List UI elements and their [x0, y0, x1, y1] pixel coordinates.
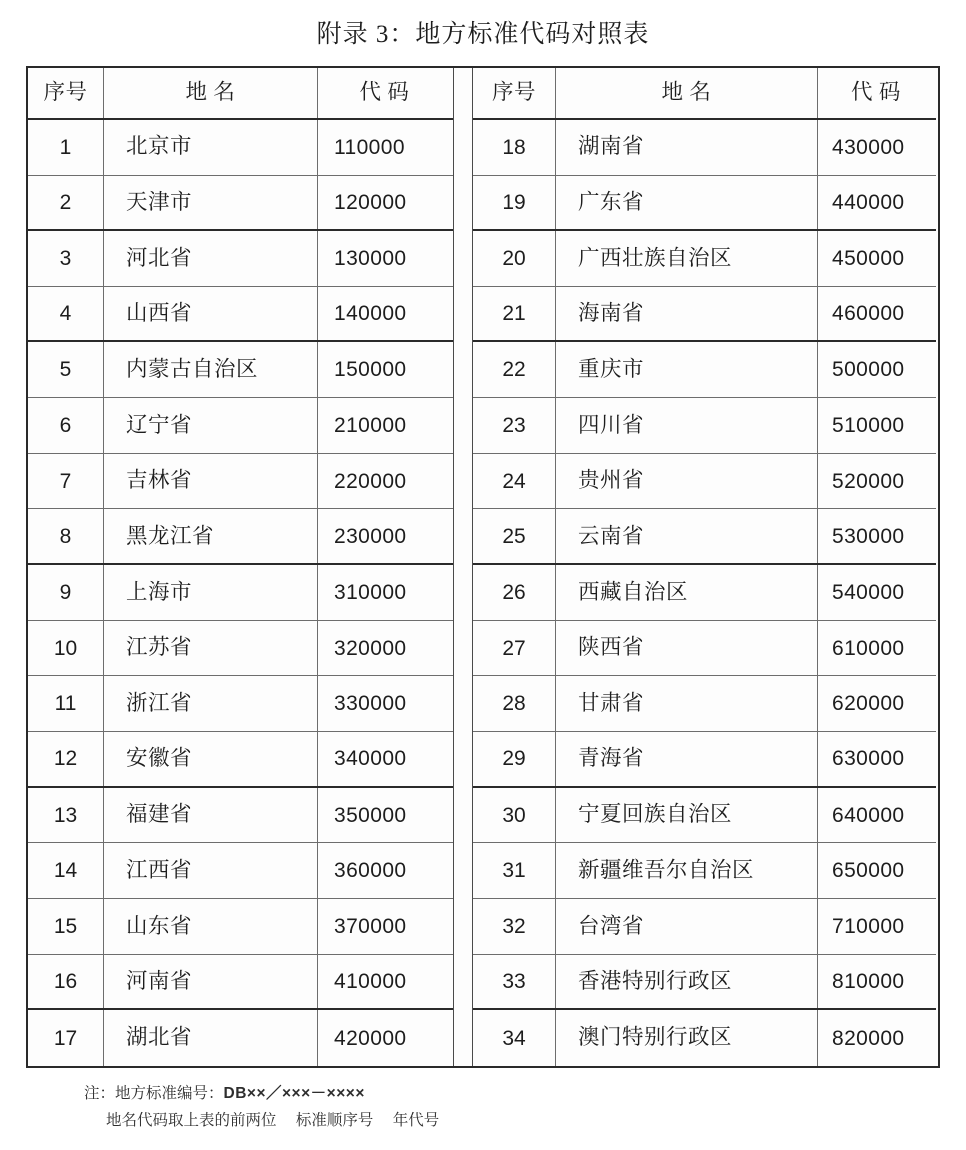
cell-region-code: 130000: [334, 246, 407, 270]
cell-region-code: 370000: [334, 914, 407, 938]
cell-region-code: 430000: [832, 135, 905, 159]
cell-region-code: 230000: [334, 524, 407, 548]
cell-region-code: 450000: [832, 246, 905, 270]
table-row: [28, 843, 453, 899]
table-row: [473, 565, 936, 621]
table-row: [28, 955, 453, 1011]
column-header-no-right: 序号: [473, 68, 556, 118]
cell-region-code: 820000: [832, 1026, 905, 1050]
cell-place-name: 海南省: [556, 287, 818, 341]
cell-region-code: 360000: [334, 859, 407, 883]
table-row: [473, 176, 936, 232]
cell-place-name: 湖北省: [104, 1010, 318, 1066]
cell-place-name: 辽宁省: [104, 398, 318, 453]
cell-region-code: 440000: [832, 190, 905, 214]
cell-place-name: 江苏省: [104, 621, 318, 676]
cell-sequence-number: 5: [28, 342, 104, 397]
cell-region-code: 220000: [334, 469, 407, 493]
cell-sequence-number: 11: [28, 676, 104, 731]
cell-region-code: 610000: [832, 636, 905, 660]
cell-place-name: 河北省: [104, 231, 318, 286]
cell-region-code: 530000: [832, 524, 905, 548]
table-row: [473, 955, 936, 1011]
footer-notes: [26, 1080, 940, 1134]
cell-place-name: 黑龙江省: [104, 509, 318, 563]
cell-sequence-number: 15: [28, 899, 104, 954]
cell-sequence-number: 22: [473, 342, 556, 397]
table-row: [28, 231, 453, 287]
table-row: [28, 176, 453, 232]
cell-place-name: 山东省: [104, 899, 318, 954]
table-body-left: [28, 120, 453, 1066]
cell-sequence-number: 31: [473, 843, 556, 898]
cell-sequence-number: 18: [473, 120, 556, 175]
cell-place-name: 广东省: [556, 176, 818, 230]
cell-sequence-number: 17: [28, 1010, 104, 1066]
note-standard-number-format: DB××／×××－××××: [223, 1085, 365, 1102]
cell-sequence-number: 9: [28, 565, 104, 620]
cell-sequence-number: 19: [473, 176, 556, 230]
column-header-code-right: 代 码: [851, 80, 901, 105]
cell-place-name: 贵州省: [556, 454, 818, 509]
cell-region-code: 320000: [334, 636, 407, 660]
table-row: [28, 398, 453, 454]
cell-place-name: 云南省: [556, 509, 818, 563]
code-reference-table: [26, 66, 940, 1068]
cell-place-name: 澳门特别行政区: [556, 1010, 818, 1066]
table-row: [28, 621, 453, 677]
cell-region-code: 510000: [832, 413, 905, 437]
table-center-spacer-column: [453, 68, 473, 1066]
cell-region-code: 810000: [832, 970, 905, 994]
cell-place-name: 内蒙古自治区: [104, 342, 318, 397]
cell-region-code: 620000: [832, 692, 905, 716]
table-row: [28, 732, 453, 788]
cell-sequence-number: 1: [28, 120, 104, 175]
cell-sequence-number: 24: [473, 454, 556, 509]
cell-sequence-number: 27: [473, 621, 556, 676]
table-row: [473, 509, 936, 565]
table-row: [473, 788, 936, 844]
table-row: [473, 899, 936, 955]
table-half-left: [28, 68, 453, 1066]
cell-region-code: 110000: [334, 135, 405, 159]
table-row: [28, 899, 453, 955]
cell-place-name: 北京市: [104, 120, 318, 175]
table-row: [28, 1010, 453, 1066]
note-line-2: 地名代码取上表的前两位 标准顺序号 年代号: [106, 1112, 440, 1130]
cell-place-name: 宁夏回族自治区: [556, 788, 818, 843]
cell-place-name: 陕西省: [556, 621, 818, 676]
cell-place-name: 香港特别行政区: [556, 955, 818, 1009]
cell-sequence-number: 21: [473, 287, 556, 341]
cell-region-code: 150000: [334, 358, 407, 382]
table-row: [473, 120, 936, 176]
cell-region-code: 330000: [334, 692, 407, 716]
cell-region-code: 310000: [334, 580, 407, 604]
cell-sequence-number: 14: [28, 843, 104, 898]
table-header-row-left: [28, 68, 453, 120]
table-header-row-right: [473, 68, 936, 120]
note-label: 注：地方标准编号：: [84, 1085, 224, 1102]
cell-region-code: 640000: [832, 803, 905, 827]
cell-place-name: 吉林省: [104, 454, 318, 509]
cell-sequence-number: 32: [473, 899, 556, 954]
cell-region-code: 140000: [334, 302, 407, 326]
cell-place-name: 福建省: [104, 788, 318, 843]
note-line-1: [26, 1080, 940, 1107]
cell-region-code: 500000: [832, 358, 905, 382]
page-title: 附录 3：地方标准代码对照表: [316, 21, 650, 48]
table-half-right: [473, 68, 936, 1066]
table-row: [28, 120, 453, 176]
table-row: [473, 621, 936, 677]
table-row: [28, 565, 453, 621]
cell-region-code: 410000: [334, 970, 407, 994]
cell-region-code: 420000: [334, 1026, 407, 1050]
cell-sequence-number: 23: [473, 398, 556, 453]
cell-place-name: 重庆市: [556, 342, 818, 397]
cell-sequence-number: 12: [28, 732, 104, 786]
cell-sequence-number: 33: [473, 955, 556, 1009]
cell-sequence-number: 25: [473, 509, 556, 563]
cell-place-name: 江西省: [104, 843, 318, 898]
cell-region-code: 460000: [832, 302, 905, 326]
cell-place-name: 天津市: [104, 176, 318, 230]
cell-place-name: 甘肃省: [556, 676, 818, 731]
table-row: [28, 788, 453, 844]
table-row: [473, 1010, 936, 1066]
cell-region-code: 210000: [334, 413, 407, 437]
table-row: [28, 342, 453, 398]
cell-place-name: 新疆维吾尔自治区: [556, 843, 818, 898]
cell-sequence-number: 20: [473, 231, 556, 286]
cell-sequence-number: 2: [28, 176, 104, 230]
cell-place-name: 安徽省: [104, 732, 318, 786]
cell-sequence-number: 7: [28, 454, 104, 509]
cell-place-name: 浙江省: [104, 676, 318, 731]
column-header-name-right: 地 名: [556, 68, 818, 118]
cell-sequence-number: 28: [473, 676, 556, 731]
cell-sequence-number: 29: [473, 732, 556, 786]
table-row: [473, 231, 936, 287]
table-row: [473, 454, 936, 510]
column-header-code-left: 代 码: [359, 80, 410, 105]
cell-sequence-number: 4: [28, 287, 104, 341]
cell-place-name: 四川省: [556, 398, 818, 453]
table-body-right: [473, 120, 936, 1066]
table-row: [473, 287, 936, 343]
cell-region-code: 540000: [832, 580, 905, 604]
cell-place-name: 台湾省: [556, 899, 818, 954]
cell-place-name: 青海省: [556, 732, 818, 786]
cell-region-code: 630000: [832, 747, 905, 771]
column-header-no-left: 序号: [28, 68, 104, 118]
cell-region-code: 350000: [334, 803, 407, 827]
table-row: [473, 676, 936, 732]
cell-sequence-number: 26: [473, 565, 556, 620]
cell-place-name: 河南省: [104, 955, 318, 1009]
cell-sequence-number: 34: [473, 1010, 556, 1066]
cell-region-code: 650000: [832, 859, 905, 883]
cell-region-code: 520000: [832, 469, 905, 493]
cell-sequence-number: 13: [28, 788, 104, 843]
cell-region-code: 340000: [334, 747, 407, 771]
table-row: [473, 843, 936, 899]
cell-region-code: 710000: [832, 914, 905, 938]
table-row: [473, 342, 936, 398]
cell-sequence-number: 6: [28, 398, 104, 453]
cell-sequence-number: 16: [28, 955, 104, 1009]
cell-place-name: 山西省: [104, 287, 318, 341]
table-row: [28, 287, 453, 343]
table-row: [473, 732, 936, 788]
table-row: [473, 398, 936, 454]
cell-sequence-number: 8: [28, 509, 104, 563]
table-row: [28, 676, 453, 732]
table-row: [28, 509, 453, 565]
cell-place-name: 西藏自治区: [556, 565, 818, 620]
cell-place-name: 湖南省: [556, 120, 818, 175]
cell-sequence-number: 10: [28, 621, 104, 676]
column-header-name-left: 地 名: [104, 68, 318, 118]
cell-region-code: 120000: [334, 190, 407, 214]
cell-sequence-number: 3: [28, 231, 104, 286]
table-row: [28, 454, 453, 510]
cell-sequence-number: 30: [473, 788, 556, 843]
cell-place-name: 上海市: [104, 565, 318, 620]
cell-place-name: 广西壮族自治区: [556, 231, 818, 286]
